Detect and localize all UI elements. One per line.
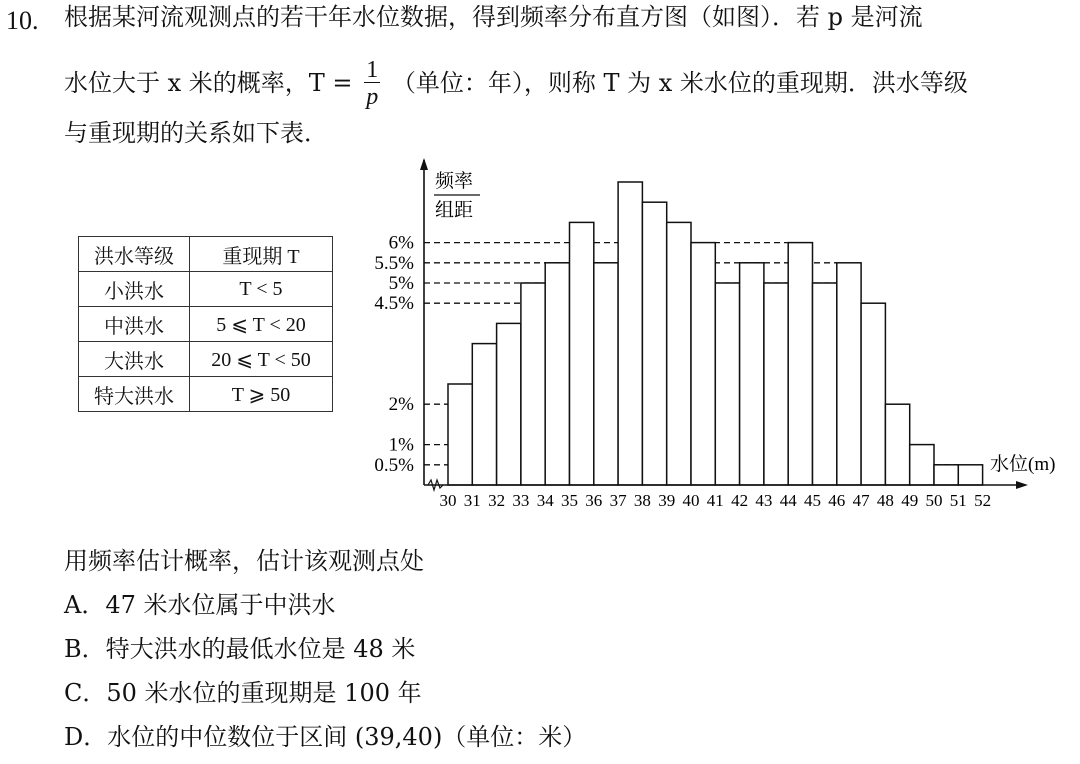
histogram-bar xyxy=(861,303,885,485)
y-tick-label: 0.5% xyxy=(374,454,414,476)
fraction-denominator: p xyxy=(366,84,379,110)
option-letter: D． xyxy=(64,723,108,751)
option-letter: B． xyxy=(64,635,106,663)
histogram-bar xyxy=(667,222,691,485)
y-tick-label: 4.5% xyxy=(374,293,414,315)
table-header-period: 重现期 T xyxy=(190,237,333,272)
x-tick-label: 42 xyxy=(731,491,749,510)
histogram-bar xyxy=(472,344,496,485)
table-cell: T < 5 xyxy=(190,272,333,307)
histogram-bar xyxy=(715,283,739,485)
question-line-2-post: （单位：年），则称 T 为 x 米水位的重现期．洪水等级 xyxy=(391,69,968,97)
y-tick-labels xyxy=(374,233,414,476)
y-axis-label-top: 频率 xyxy=(435,171,474,192)
histogram-bar xyxy=(497,323,521,485)
option-b[interactable] xyxy=(64,634,415,664)
histogram-bar xyxy=(448,384,472,485)
x-tick-label: 41 xyxy=(706,491,724,510)
table-cell: 中洪水 xyxy=(79,307,190,342)
table-cell: 大洪水 xyxy=(79,342,190,377)
question-line-2-pre: 水位大于 x 米的概率，T = xyxy=(64,69,353,97)
x-tick-label: 45 xyxy=(804,491,821,510)
histogram-bar xyxy=(740,263,764,485)
histogram-bar xyxy=(642,202,666,485)
table-cell: 20 ⩽ T < 50 xyxy=(190,342,333,377)
x-axis-arrow xyxy=(1016,481,1028,489)
x-tick-label: 34 xyxy=(536,491,554,510)
histogram-bar xyxy=(764,283,788,485)
y-axis-label-bottom: 组距 xyxy=(435,200,474,221)
x-axis-label: 水位(m) xyxy=(990,454,1056,475)
x-tick-label: 32 xyxy=(488,491,506,510)
y-axis-arrow xyxy=(420,158,428,170)
x-tick-labels xyxy=(440,491,992,510)
histogram-bar xyxy=(934,465,958,485)
question-line-1: 根据某河流观测点的若干年水位数据，得到频率分布直方图（如图）．若 p 是河流 xyxy=(64,3,923,31)
x-tick-label: 38 xyxy=(633,491,651,510)
x-tick-label: 51 xyxy=(949,491,967,510)
x-tick-label: 44 xyxy=(779,491,797,510)
histogram-bar xyxy=(521,283,545,485)
x-tick-label: 39 xyxy=(658,491,676,510)
histogram-bar xyxy=(570,222,594,485)
x-tick-label: 37 xyxy=(609,491,627,510)
option-c[interactable] xyxy=(64,678,422,708)
x-tick-label: 30 xyxy=(439,491,457,510)
y-tick-label: 2% xyxy=(388,394,414,416)
histogram-bar xyxy=(813,283,837,485)
x-tick-label: 36 xyxy=(585,491,603,510)
x-tick-label: 49 xyxy=(901,491,919,510)
x-tick-label: 48 xyxy=(876,491,894,510)
y-tick-label: 5% xyxy=(388,273,414,294)
x-tick-label: 50 xyxy=(925,491,943,510)
option-text: 水位的中位数位于区间 (39,40)（单位：米） xyxy=(107,723,587,751)
histogram-bar xyxy=(594,263,618,485)
option-text: 50 米水位的重现期是 100 年 xyxy=(106,679,422,707)
histogram-bar xyxy=(691,243,715,485)
histogram-bar xyxy=(545,263,569,485)
histogram-bar xyxy=(837,263,861,485)
table-cell: 5 ⩽ T < 20 xyxy=(190,307,333,342)
table-cell: 特大洪水 xyxy=(79,377,190,412)
option-letter: A． xyxy=(64,591,106,619)
histogram-bar xyxy=(788,243,812,485)
x-tick-label: 52 xyxy=(974,491,992,510)
table-header-grade: 洪水等级 xyxy=(79,237,190,272)
histogram-bar xyxy=(618,182,642,485)
option-text: 47 米水位属于中洪水 xyxy=(105,591,336,619)
histogram-bar xyxy=(958,465,982,485)
fraction-numerator: 1 xyxy=(366,57,379,83)
question-prompt: 用频率估计概率，估计该观测点处 xyxy=(64,547,424,575)
histogram-bars xyxy=(448,182,983,485)
x-tick-label: 40 xyxy=(682,491,700,510)
x-tick-label: 46 xyxy=(828,491,846,510)
x-tick-label: 31 xyxy=(463,491,481,510)
y-tick-label: 6% xyxy=(388,232,414,254)
option-text: 特大洪水的最低水位是 48 米 xyxy=(105,635,416,663)
x-tick-label: 43 xyxy=(755,491,773,510)
question-line-3: 与重现期的关系如下表． xyxy=(64,119,328,147)
histogram-bar xyxy=(910,445,934,485)
x-tick-label: 33 xyxy=(512,491,530,510)
question-number: 10. xyxy=(6,6,39,35)
option-a[interactable] xyxy=(64,590,336,620)
option-d[interactable] xyxy=(64,722,586,752)
x-tick-label: 47 xyxy=(852,491,870,510)
y-tick-label: 5.5% xyxy=(374,252,414,274)
table-cell: 小洪水 xyxy=(79,272,190,307)
option-letter: C． xyxy=(64,679,107,707)
table-cell: T ⩾ 50 xyxy=(190,377,333,412)
y-tick-label: 1% xyxy=(388,434,414,456)
x-tick-label: 35 xyxy=(561,491,578,510)
histogram-bar xyxy=(885,404,909,485)
